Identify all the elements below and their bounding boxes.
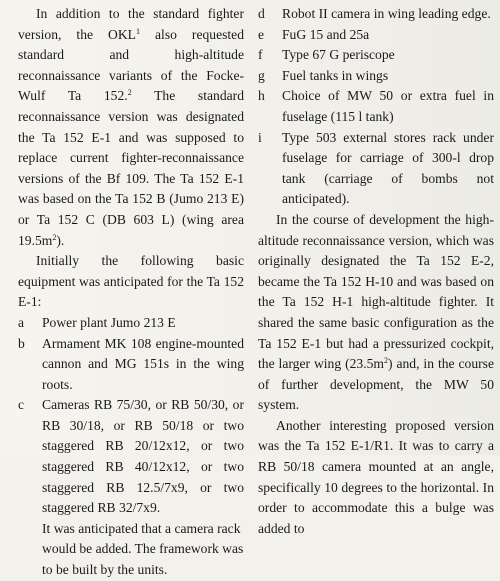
list-item-h <box>258 86 494 127</box>
text-run: In the course of development the high-altitude reconnaissance version, which was originally designated the Ta 152 E-2, became the Ta 152 H-10 and was based on the Ta 152 H-1 high-altitude fighter. It shared the same basic configuration as the Ta 152 E-1 but had a pressurized cockpit, the larger wing (23.5m <box>258 211 494 372</box>
right-column <box>258 4 494 539</box>
list-marker: d <box>258 6 265 21</box>
list-marker: e <box>258 26 265 42</box>
list-item-c-continuation: It was anticipated that a camera rack would be added. The framework was to be built by the units. <box>42 520 244 578</box>
list-item-d <box>258 4 494 25</box>
paragraph-intro <box>18 4 244 251</box>
text-run: also requested standard and high-altitude reconnaissance variants of the Focke-Wulf Ta 152. <box>18 26 245 104</box>
list-item-i <box>258 128 494 210</box>
list-item-text: Fuel tanks in wings <box>282 67 389 83</box>
list-item-f <box>258 45 494 66</box>
text-run: In addition to the standard fighter version, the OKL <box>18 6 244 42</box>
list-item-b <box>18 334 244 396</box>
list-item-c <box>18 395 244 519</box>
list-item-text: Power plant Jumo 213 E <box>42 314 176 330</box>
list-item-text: Choice of MW 50 or extra fuel in fuselage (115 l tank) <box>282 88 494 124</box>
list-item-g <box>258 66 494 87</box>
list-item-text: Robot II camera in wing leading edge. <box>282 6 491 21</box>
list-item-text: Cameras RB 75/30, or RB 50/30, or RB 30/18, or RB 50/18 or two staggered RB 20/12x12, or two staggered RB 40/12x12, or two staggered RB 12.5/7x9, or two staggered RB 32/7x9. <box>42 397 244 516</box>
list-marker: h <box>258 88 265 104</box>
list-marker: g <box>258 67 265 83</box>
text-run: ) and, in the course of further development, the MW 50 system. <box>258 356 494 413</box>
list-item-text: Type 67 G periscope <box>282 47 395 63</box>
list-marker: f <box>258 47 263 63</box>
list-item-text: FuG 15 and 25a <box>282 26 370 42</box>
list-marker: i <box>258 129 262 145</box>
paragraph-equipment-intro: Initially the following basic equipment was anticipated for the Ta 152 E-1: <box>18 253 244 310</box>
list-marker: b <box>18 335 25 351</box>
paragraph-e1-r1-version: Another interesting proposed version was the Ta 152 E-1/R1. It was to carry a RB 50/18 camera mounted at an angle, specifically 10 degrees to the horizontal. In order to accommodate this a bulge was added to <box>258 417 494 536</box>
superscript: 2 <box>52 232 57 242</box>
footnote-ref: 2 <box>127 88 132 98</box>
list-item-text: Type 503 external stores rack under fuselage for carriage of 300-l drop tank (carriage of bombs not anticipated). <box>282 129 494 207</box>
list-item-e <box>258 25 494 46</box>
text-run: The standard reconnaissance version was designated the Ta 152 E-1 and was supposed to replace current fighter-reconnaissance versions of the Bf 109. The Ta 152 E-1 was based on the Ta 152 B (Jumo 213 E) or Ta 152 C (DB 603 L) (wing area 19.5m <box>18 88 244 248</box>
list-marker: c <box>18 397 25 413</box>
paragraph-high-altitude-version <box>258 210 494 416</box>
superscript: 2 <box>383 356 388 366</box>
left-column <box>18 4 244 581</box>
list-marker: a <box>18 314 25 330</box>
list-item-text: Armament MK 108 engine-mounted cannon and MG 151s in the wing roots. <box>42 335 244 392</box>
text-run: ). <box>56 232 65 248</box>
footnote-ref: 1 <box>136 26 140 36</box>
list-item-a <box>18 313 244 334</box>
